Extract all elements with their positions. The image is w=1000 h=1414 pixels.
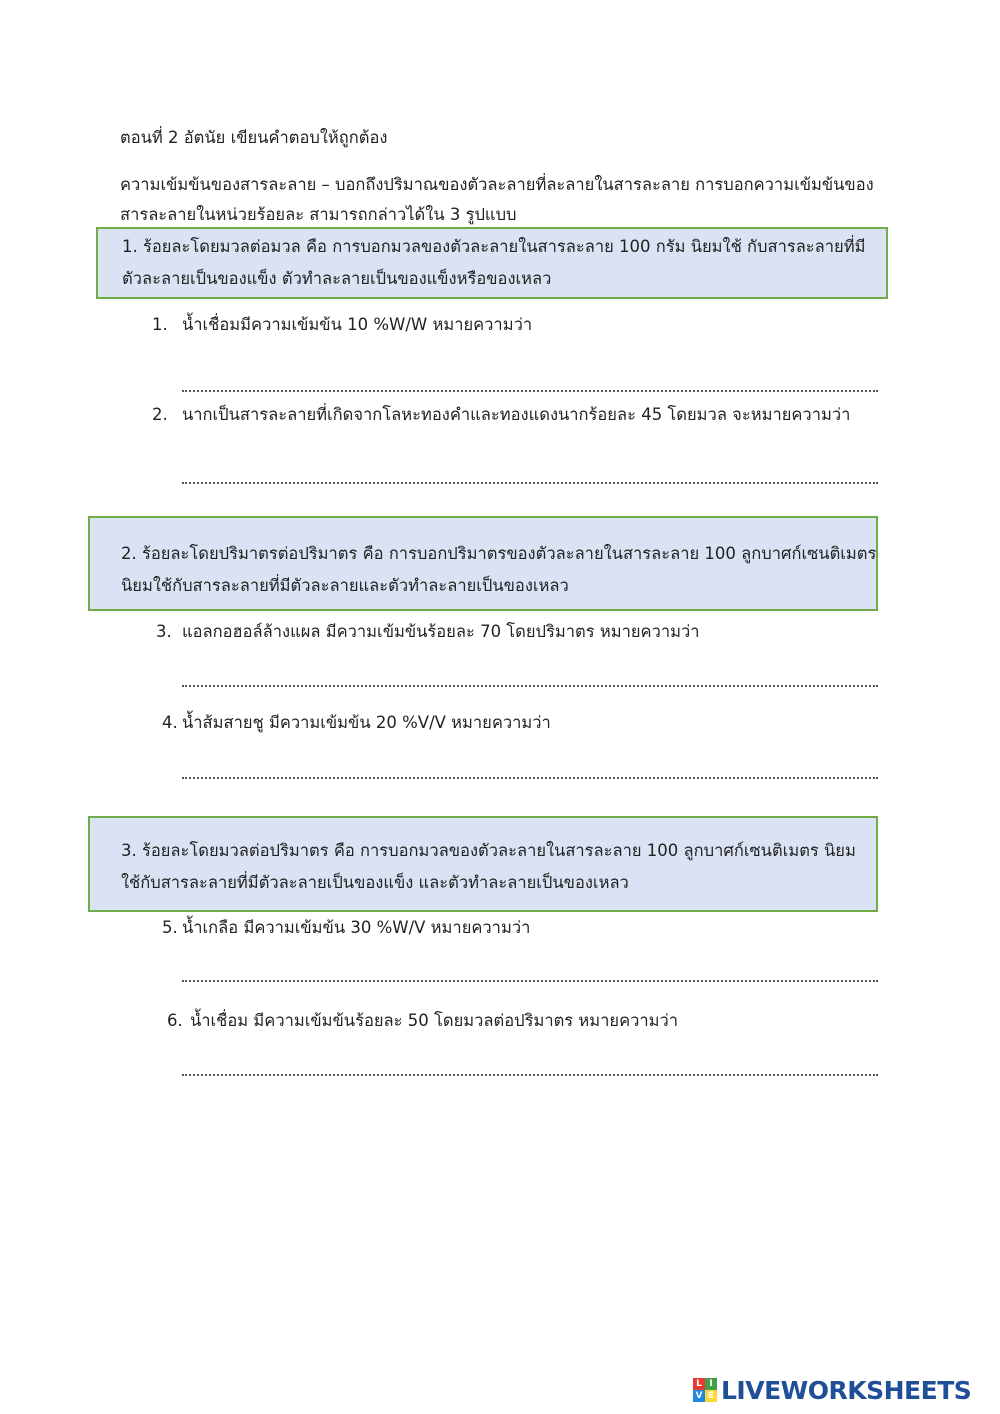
intro-line-2: สารละลายในหน่วยร้อยละ สามารถกล่าวได้ใน 3 รูปแบบ xyxy=(120,205,517,224)
question-4-number: 4. xyxy=(162,713,178,732)
logo-mark-letter: E xyxy=(705,1390,717,1402)
definition-box-1 xyxy=(96,227,888,299)
question-4-text: น้ำส้มสายชู มีความเข้มข้น 20 %V/V หมายความว่า xyxy=(182,713,551,732)
question-1-answer-input[interactable] xyxy=(182,370,878,392)
question-2-number: 2. xyxy=(152,405,168,424)
definition-box-2-line-1: 2. ร้อยละโดยปริมาตรต่อปริมาตร คือ การบอกปริมาตรของตัวละลายในสารละลาย 100 ลูกบาศก์เซนติเมตร xyxy=(121,544,877,563)
question-1-number: 1. xyxy=(152,315,168,334)
intro-line-1: ความเข้มข้นของสารละลาย – บอกถึงปริมาณของตัวละลายที่ละลายในสารละลาย การบอกความเข้มข้นของ xyxy=(120,175,874,194)
question-3-answer-input[interactable] xyxy=(182,665,878,687)
section-heading: ตอนที่ 2 อัตนัย เขียนคำตอบให้ถูกต้อง xyxy=(120,128,388,147)
logo-mark-icon xyxy=(693,1378,717,1402)
logo-mark-letter: I xyxy=(705,1378,717,1390)
definition-box-1-line-2: ตัวละลายเป็นของแข็ง ตัวทำละลายเป็นของแข็งหรือของเหลว xyxy=(122,269,552,288)
liveworksheets-logo xyxy=(693,1372,971,1408)
question-6-text: น้ำเชื่อม มีความเข้มข้นร้อยละ 50 โดยมวลต่อปริมาตร หมายความว่า xyxy=(190,1011,679,1030)
question-5-answer-input[interactable] xyxy=(182,960,878,982)
question-5-text: น้ำเกลือ มีความเข้มข้น 30 %W/V หมายความว่า xyxy=(182,918,531,937)
question-6-number: 6. xyxy=(167,1011,183,1030)
definition-box-3-line-1: 3. ร้อยละโดยมวลต่อปริมาตร คือ การบอกมวลของตัวละลายในสารละลาย 100 ลูกบาศก์เซนติเมตร นิยม xyxy=(121,841,856,860)
question-6-answer-input[interactable] xyxy=(182,1054,878,1076)
logo-mark-letter: V xyxy=(693,1390,705,1402)
definition-box-3-line-2: ใช้กับสารละลายที่มีตัวละลายเป็นของแข็ง และตัวทำละลายเป็นของเหลว xyxy=(121,873,629,892)
question-2-answer-input[interactable] xyxy=(182,462,878,484)
question-1-text: น้ำเชื่อมมีความเข้มข้น 10 %W/W หมายความว่า xyxy=(182,315,533,334)
question-2-text: นากเป็นสารละลายที่เกิดจากโลหะทองคำและทองแดงนากร้อยละ 45 โดยมวล จะหมายความว่า xyxy=(182,405,851,424)
question-4-answer-input[interactable] xyxy=(182,757,878,779)
question-3-text: แอลกอฮอล์ล้างแผล มีความเข้มข้นร้อยละ 70 โดยปริมาตร หมายความว่า xyxy=(182,622,700,641)
definition-box-2-line-2: นิยมใช้กับสารละลายที่มีตัวละลายและตัวทำละลายเป็นของเหลว xyxy=(121,576,569,595)
definition-box-3 xyxy=(88,816,878,912)
logo-mark-letter: L xyxy=(693,1378,705,1390)
logo-text: LIVEWORKSHEETS xyxy=(721,1375,972,1405)
definition-box-2 xyxy=(88,516,878,611)
definition-box-1-line-1: 1. ร้อยละโดยมวลต่อมวล คือ การบอกมวลของตัวละลายในสารละลาย 100 กรัม นิยมใช้ กับสารละลายที่มี xyxy=(122,237,866,256)
question-5-number: 5. xyxy=(162,918,178,937)
question-3-number: 3. xyxy=(156,622,172,641)
